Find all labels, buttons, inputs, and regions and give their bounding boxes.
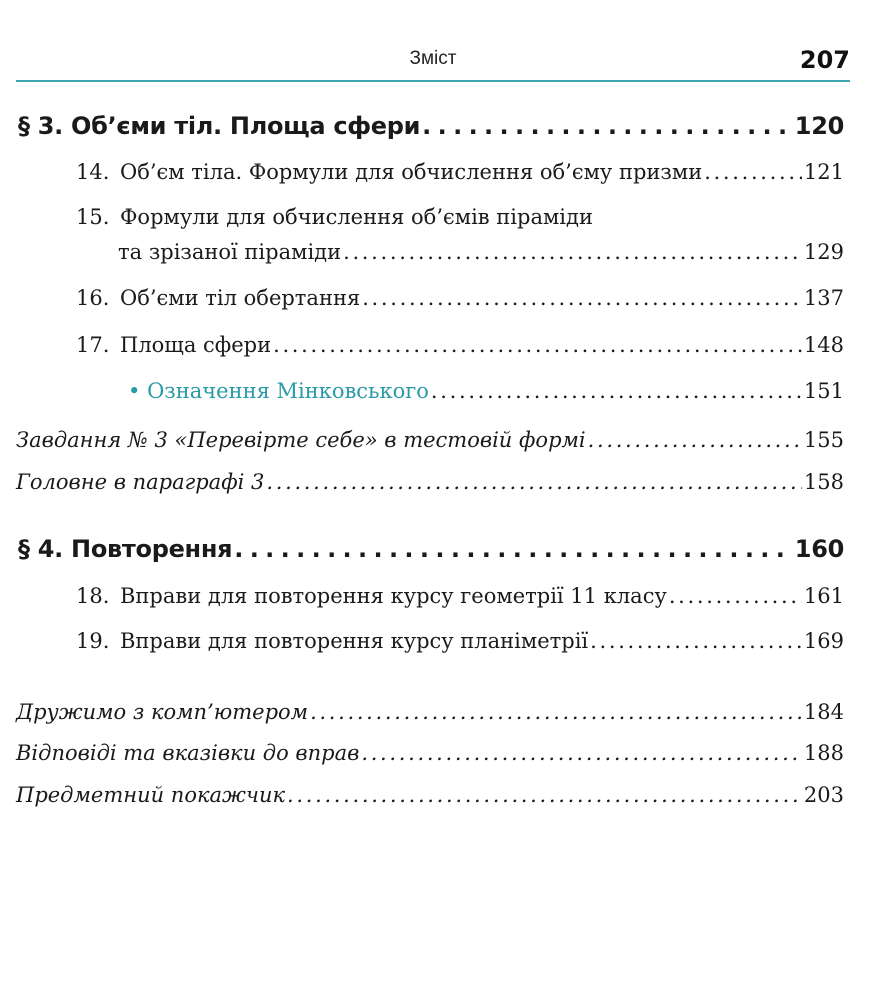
dot-leader [422, 112, 793, 140]
bullet-icon: • [128, 379, 141, 403]
toc-entry-minkowski[interactable] [128, 379, 844, 403]
toc-entry-item-19[interactable] [76, 629, 844, 653]
toc-entry-page: 148 [803, 333, 844, 357]
toc-entry-page: 137 [803, 286, 844, 310]
toc-entry-title: Вправи для повторення курсу геометрії 11 класу [120, 584, 667, 608]
toc-entry-section-3[interactable] [18, 112, 844, 140]
toc-entry-page: 121 [803, 160, 844, 184]
toc-entry-title: Предметний покажчик [16, 783, 286, 807]
toc-entry-page: 158 [803, 470, 844, 494]
toc-entry-number: 14. [76, 160, 110, 184]
toc-entry-title: Завдання № 3 «Перевірте себе» в тестовій формі [16, 428, 586, 452]
dot-leader [273, 333, 802, 357]
toc-entry-page: 188 [803, 741, 844, 765]
toc-entry-page: 155 [803, 428, 844, 452]
toc-entry-title: Об’єм тіла. Формули для обчислення об’єму призми [120, 160, 703, 184]
toc-entry-title: Площа сфери [120, 333, 272, 357]
toc-entry-page: 151 [803, 379, 844, 403]
toc-entry-page: 169 [803, 629, 844, 653]
toc-entry-number: 19. [76, 629, 110, 653]
toc-entry-item-14[interactable] [76, 160, 844, 184]
toc-entry-index[interactable] [16, 783, 844, 807]
dot-leader [588, 428, 802, 452]
running-title: Зміст [409, 48, 457, 69]
toc-entry-title: § 3. Об’єми тіл. Площа сфери [18, 112, 421, 140]
toc-entry-task-3[interactable] [16, 428, 844, 452]
toc-entry-title: Означення Мінковського [147, 379, 429, 403]
toc-entry-item-15-line2[interactable] [118, 240, 844, 264]
toc-entry-title: та зрізаної піраміди [118, 240, 342, 264]
toc-entry-section-4[interactable] [18, 535, 844, 563]
toc-entry-title: Головне в параграфі 3 [16, 470, 265, 494]
page-number: 207 [799, 46, 850, 74]
toc-entry-item-17[interactable] [76, 333, 844, 357]
toc-entry-number: 17. [76, 333, 110, 357]
dot-leader [704, 160, 802, 184]
toc-entry-number: 16. [76, 286, 110, 310]
toc-entry-item-18[interactable] [76, 584, 844, 608]
dot-leader [590, 629, 802, 653]
toc-entry-title: § 4. Повторення [18, 535, 233, 563]
dot-leader [431, 379, 802, 403]
dot-leader [343, 240, 802, 264]
toc-entry-title: Відповіді та вказівки до вправ [16, 741, 360, 765]
toc-entry-page: 161 [803, 584, 844, 608]
toc-entry-title: Дружимо з комп’ютером [16, 700, 309, 724]
toc-entry-title: Об’єми тіл обертання [120, 286, 361, 310]
toc-entry-computer[interactable] [16, 700, 844, 724]
toc-entry-number: 15. [76, 205, 110, 229]
page-header [16, 44, 850, 82]
toc-entry-title: Вправи для повторення курсу планіметрії [120, 629, 589, 653]
dot-leader [669, 584, 802, 608]
toc-entry-page: 129 [803, 240, 844, 264]
dot-leader [266, 470, 802, 494]
toc-entry-item-16[interactable] [76, 286, 844, 310]
dot-leader [361, 741, 802, 765]
toc-entry-page: 184 [803, 700, 844, 724]
toc-entry-item-15-line1[interactable] [76, 205, 593, 229]
toc-entry-main-3[interactable] [16, 470, 844, 494]
toc-entry-title: Формули для обчислення об’ємів піраміди [120, 205, 593, 229]
dot-leader [287, 783, 802, 807]
toc-entry-answers[interactable] [16, 741, 844, 765]
header-rule [16, 80, 850, 82]
toc-entry-page: 160 [794, 535, 844, 563]
toc-entry-page: 203 [803, 783, 844, 807]
toc-entry-page: 120 [794, 112, 844, 140]
dot-leader [362, 286, 802, 310]
dot-leader [310, 700, 802, 724]
dot-leader [234, 535, 793, 563]
toc-entry-number: 18. [76, 584, 110, 608]
